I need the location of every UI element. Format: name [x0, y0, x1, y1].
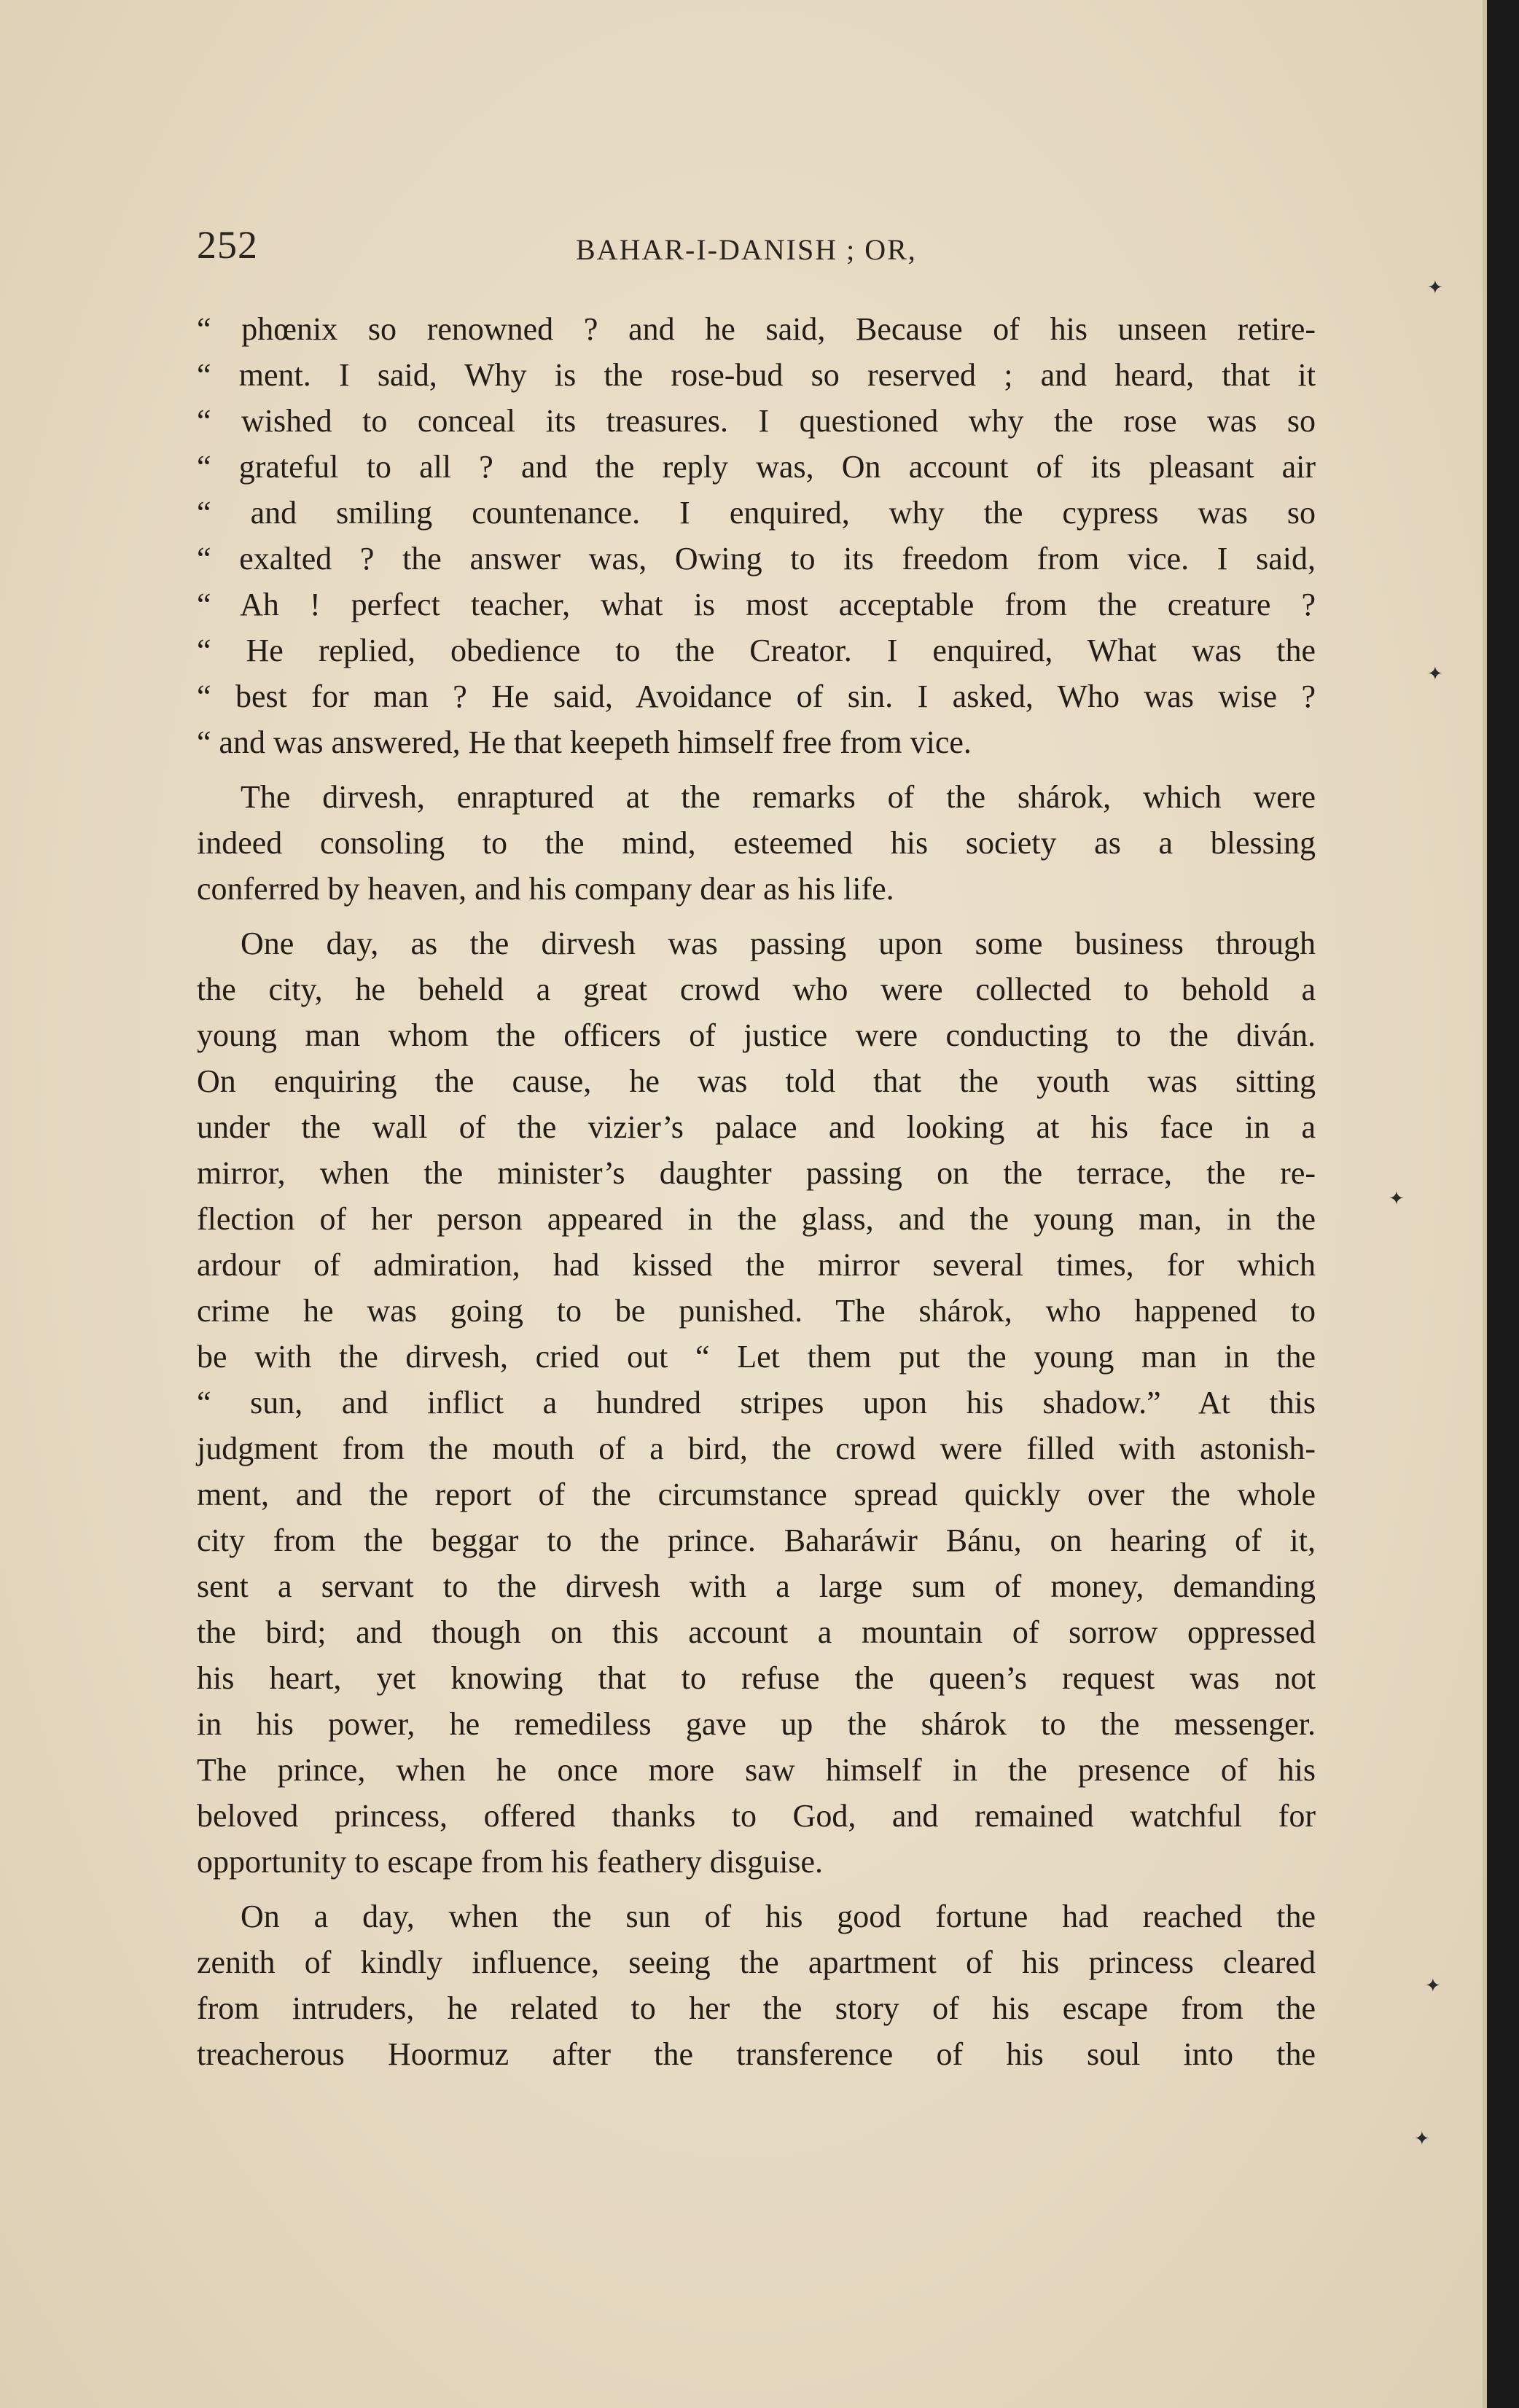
text-line: crime he was going to be punished. The shárok, who happened to	[197, 1293, 1316, 1329]
text-line: “ and smiling countenance. I enquired, why the cypress was so	[197, 495, 1316, 531]
paragraph-3	[197, 920, 1316, 1885]
text-line: under the wall of the vizier’s palace and looking at his face in a	[197, 1109, 1316, 1145]
margin-speck-icon: ✦	[1425, 1975, 1441, 1996]
paragraph-1	[197, 306, 1316, 765]
paragraph-gap	[197, 765, 1316, 774]
text-line: treacherous Hoormuz after the transference of his soul into the	[197, 2036, 1316, 2072]
page-edge-tear	[1502, 1895, 1519, 1946]
text-line: “ and was answered, He that keepeth himself free from vice.	[197, 724, 972, 760]
text-line: opportunity to escape from his feathery disguise.	[197, 1844, 824, 1880]
text-line: the bird; and though on this account a mountain of sorrow oppressed	[197, 1614, 1316, 1650]
text-line: conferred by heaven, and his company dear as his life.	[197, 871, 894, 907]
running-head	[197, 222, 1322, 273]
text-line: ment, and the report of the circumstance spread quickly over the whole	[197, 1477, 1316, 1512]
text-line: indeed consoling to the mind, esteemed his society as a blessing	[197, 825, 1316, 861]
text-line: “ best for man ? He said, Avoidance of sin. I asked, Who was wise ?	[197, 679, 1316, 714]
text-line: On enquiring the cause, he was told that the youth was sitting	[197, 1063, 1316, 1099]
text-line: One day, as the dirvesh was passing upon some business through	[241, 926, 1316, 961]
text-line: “ exalted ? the answer was, Owing to its freedom from vice. I said,	[197, 541, 1316, 576]
text-line: be with the dirvesh, cried out “ Let them put the young man in the	[197, 1339, 1316, 1375]
text-line: “ phœnix so renowned ? and he said, Because of his unseen retire-	[197, 311, 1316, 347]
text-line: city from the beggar to the prince. Baharáwir Bánu, on hearing of it,	[197, 1522, 1316, 1558]
text-line: zenith of kindly influence, seeing the apartment of his princess cleared	[197, 1944, 1316, 1980]
text-line: the city, he beheld a great crowd who were collected to behold a	[197, 972, 1316, 1007]
page-edge-tear	[1497, 1152, 1519, 1217]
text-line: “ Ah ! perfect teacher, what is most acceptable from the creature ?	[197, 587, 1316, 622]
text-line: mirror, when the minister’s daughter passing on the terrace, the re-	[197, 1155, 1316, 1191]
paragraph-gap	[197, 1885, 1316, 1893]
text-line: flection of her person appeared in the glass, and the young man, in the	[197, 1201, 1316, 1237]
text-line: On a day, when the sun of his good fortune had reached the	[241, 1899, 1316, 1934]
text-line: judgment from the mouth of a bird, the crowd were filled with astonish-	[197, 1431, 1316, 1466]
margin-speck-icon: ✦	[1389, 1188, 1405, 1209]
text-line: ardour of admiration, had kissed the mirror several times, for which	[197, 1247, 1316, 1283]
text-line: The dirvesh, enraptured at the remarks of the shárok, which were	[241, 779, 1316, 815]
text-line: from intruders, he related to her the story of his escape from the	[197, 1990, 1316, 2026]
text-line: The prince, when he once more saw himself in the presence of his	[197, 1752, 1316, 1788]
paragraph-gap	[197, 912, 1316, 920]
body-text	[197, 306, 1316, 2077]
paragraph-4	[197, 1893, 1316, 2077]
text-line: his heart, yet knowing that to refuse the queen’s request was not	[197, 1660, 1316, 1696]
text-line: in his power, he remediless gave up the shárok to the messenger.	[197, 1706, 1316, 1742]
paragraph-2	[197, 774, 1316, 912]
running-title: BAHAR-I-DANISH ; OR,	[576, 233, 917, 266]
margin-speck-icon: ✦	[1427, 663, 1443, 684]
text-line: “ He replied, obedience to the Creator. I enquired, What was the	[197, 633, 1316, 668]
text-line: young man whom the officers of justice were conducting to the diván.	[197, 1017, 1316, 1053]
text-line: “ sun, and inflict a hundred stripes upon his shadow.” At this	[197, 1385, 1316, 1420]
margin-speck-icon: ✦	[1427, 277, 1443, 298]
text-line: beloved princess, offered thanks to God, and remained watchful for	[197, 1798, 1316, 1834]
text-line: “ ment. I said, Why is the rose-bud so reserved ; and heard, that it	[197, 357, 1316, 393]
margin-speck-icon: ✦	[1414, 2128, 1430, 2149]
text-line: “ grateful to all ? and the reply was, On account of its pleasant air	[197, 449, 1316, 485]
text-line: sent a servant to the dirvesh with a large sum of money, demanding	[197, 1568, 1316, 1604]
page-edge-tear	[1493, 1735, 1519, 1822]
page-number: 252	[197, 223, 258, 267]
text-line: “ wished to conceal its treasures. I questioned why the rose was so	[197, 403, 1316, 439]
